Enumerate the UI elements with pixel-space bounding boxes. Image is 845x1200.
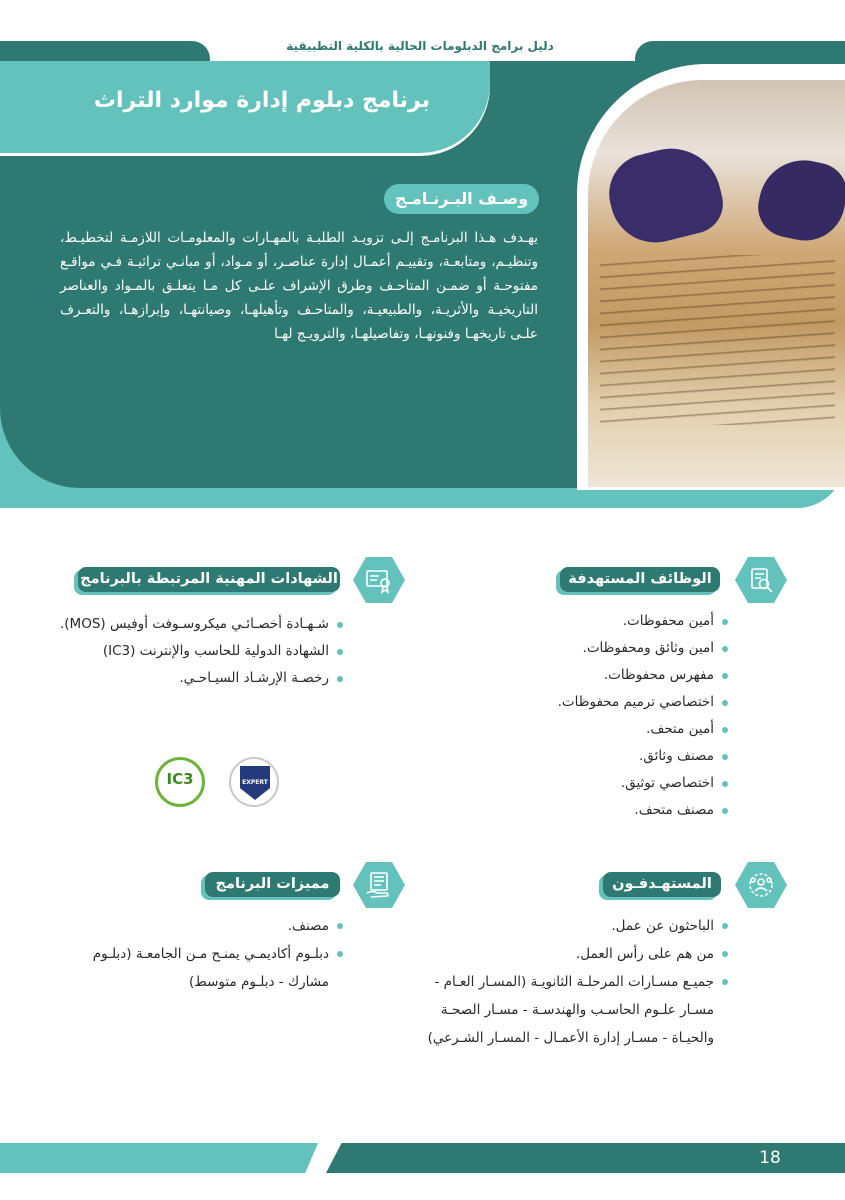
list-item: رخصـة الإرشـاد السيـاحـي. bbox=[55, 665, 345, 692]
list-item: جميـع مسـارات المرحلـة الثانويـة (المسـار العـام - مسـار علـوم الحاسـب والهندسـة - مسـار الصحـة والحيـاة - مسـار إدارة الأعمـال - المسـار الشـرعي) bbox=[420, 968, 730, 1052]
list-item: مصنف. bbox=[55, 912, 345, 940]
certifications-title: الشهادات المهنية المرتبطة بالبرنامج bbox=[78, 567, 340, 592]
target-jobs-title: الوظائف المستهدفة bbox=[560, 567, 720, 592]
list-item: شـهـادة أخصـائـي ميكروسـوفت أوفيس (MOS). bbox=[55, 611, 345, 638]
mos-expert-badge bbox=[229, 757, 279, 807]
list-item: امين وثائق ومحفوظات. bbox=[480, 635, 730, 662]
list-item: مفهرس محفوظات. bbox=[480, 662, 730, 689]
list-item: مصنف متحف. bbox=[480, 797, 730, 824]
footer-bar-left bbox=[0, 1143, 318, 1173]
guide-title: دليل برامج الدبلومات الحالية بالكلية التطبيقية bbox=[286, 39, 554, 53]
description-heading: وصـف البـرنـامـج bbox=[384, 184, 539, 214]
program-title: برنامج دبلوم إدارة موارد التراث bbox=[93, 88, 430, 113]
program-description: يهـدف هـذا البرنامـج إلـى تزويـد الطلبـة بالمهـارات والمعلومـات اللازمـة لتخطيـط، وتنظيـم، ومتابعـة، وتقييـم أعمـال إدارة عناصـر، أو مـواد، أو مبانـي تراثيـة فـي مواقـع مفتوحـة أو ضمـن المتاحـف وطرق الإشراف علـى كل مـا يتعلـق بالمـواد والعناصر التاريخيـة والأثريـة، والطبيعيـة، والمتاحـف وتأهيلهـا، وصيانتهـا، وإبرازهـا، والتعـرف علـى تاريخهـا وفنونهـا، وتفاصيلهـا، والترويـج لهـا bbox=[60, 230, 538, 342]
certificate-icon bbox=[353, 557, 405, 603]
list-item: دبلـوم أكاديمـي يمنـح مـن الجامعـة (دبلـوم مشارك - دبلـوم متوسط) bbox=[55, 940, 345, 996]
header-bar-left bbox=[635, 41, 845, 61]
page-number: 18 bbox=[759, 1148, 781, 1168]
ic3-badge-label: IC3 bbox=[166, 770, 194, 788]
ic3-badge bbox=[155, 757, 205, 807]
list-item: اختصاصي توثيق. bbox=[480, 770, 730, 797]
list-item: الشهادة الدولية للحاسب والإنترنت (IC3) bbox=[55, 638, 345, 665]
audience-title: المستهـدفـون bbox=[603, 872, 721, 897]
list-item: أمين محفوظات. bbox=[480, 608, 730, 635]
features-title: مميزات البرنامج bbox=[205, 872, 340, 897]
job-search-icon bbox=[735, 557, 787, 603]
header-bar-right bbox=[0, 41, 210, 61]
audience-list bbox=[420, 912, 730, 1052]
list-item: أمين متحف. bbox=[480, 716, 730, 743]
list-item: من هم على رأس العمل. bbox=[420, 940, 730, 968]
list-item: اختصاصي ترميم محفوظات. bbox=[480, 689, 730, 716]
certifications-list bbox=[55, 611, 345, 692]
manuscript-text-lines bbox=[600, 255, 835, 425]
list-hand-icon bbox=[353, 862, 405, 908]
features-list bbox=[55, 912, 345, 996]
people-icon bbox=[735, 862, 787, 908]
target-jobs-list bbox=[480, 608, 730, 824]
list-item: مصنف وثائق. bbox=[480, 743, 730, 770]
mos-badge-label: EXPERT bbox=[242, 779, 268, 786]
list-item: الباحثون عن عمل. bbox=[420, 912, 730, 940]
